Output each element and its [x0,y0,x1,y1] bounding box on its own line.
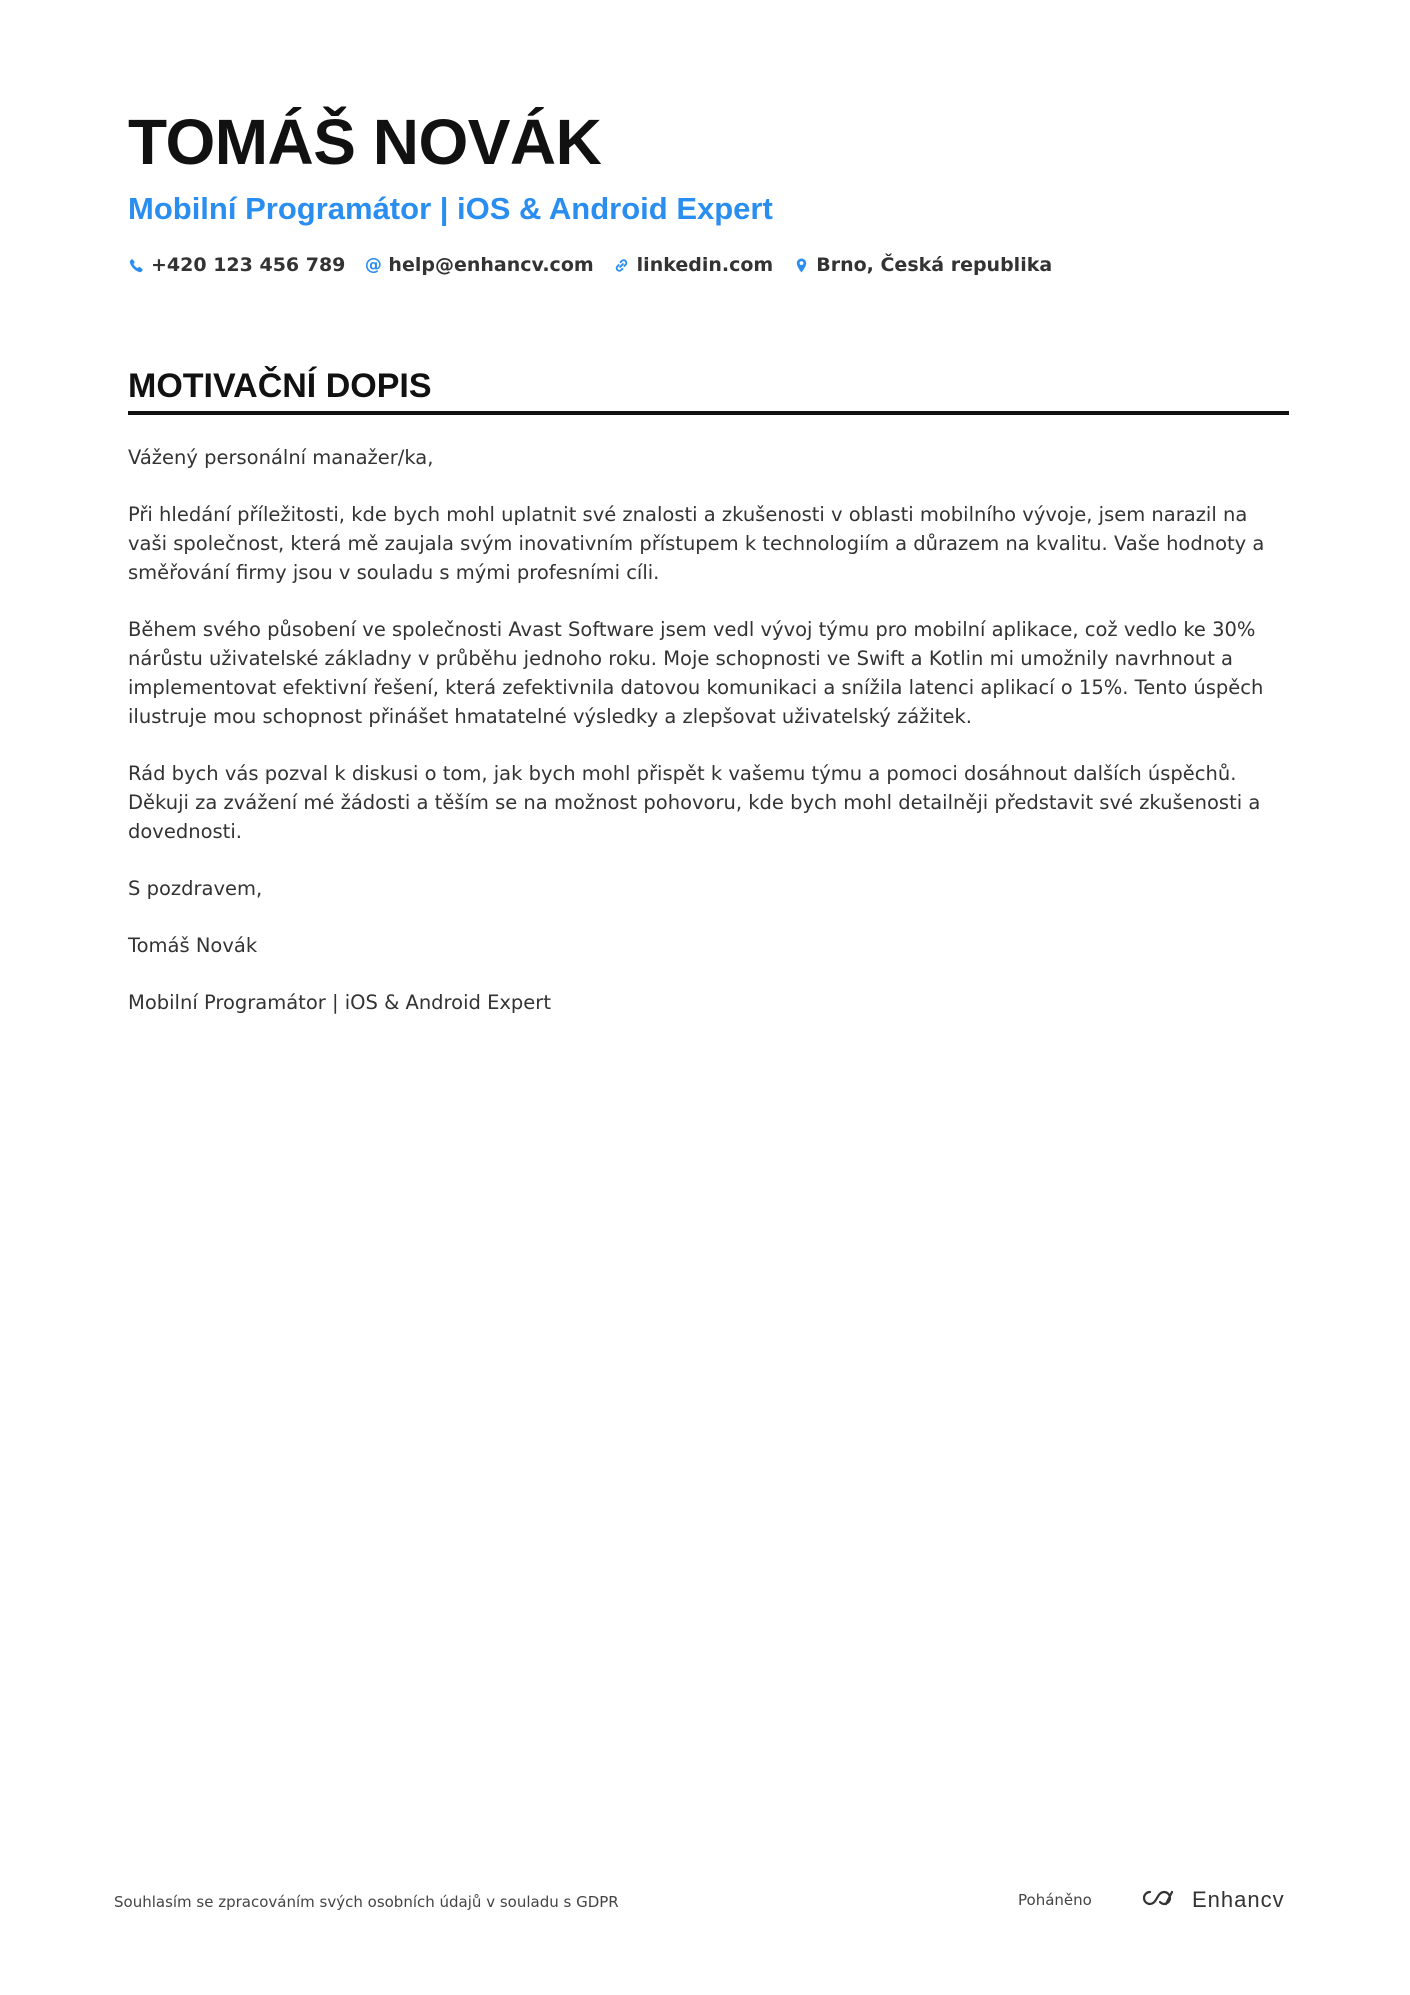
enhancv-logo[interactable] [1136,1886,1285,1914]
applicant-role: Mobilní Programátor | iOS & Android Expert [128,191,773,226]
letter-paragraph: Při hledání příležitosti, kde bych mohl uplatnit své znalosti a zkušenosti v oblasti mobilního vývoje, jsem narazil na vaši společnost, která mě zaujala svým inovativním přístupem k technologiím a důrazem na kvalitu. Vaše hodnoty a směřování firmy jsou v souladu s mými profesními cíli. [128,503,1265,585]
contact-location-text: Brno, Česká republika [816,254,1053,277]
cover-letter-page [128,106,1289,1045]
letter-body [128,443,1289,1017]
signature-name: Tomáš Novák [128,934,258,958]
location-pin-icon [793,258,809,273]
signature-role: Mobilní Programátor | iOS & Android Expert [128,991,551,1015]
contact-email-text: help@enhancv.com [388,254,594,277]
contact-linkedin[interactable] [614,254,774,276]
at-icon: @ [364,254,382,275]
powered-by-label: Poháněno [1018,1891,1092,1909]
contact-phone[interactable] [128,254,345,276]
letter-paragraph: Rád bych vás pozval k diskusi o tom, jak bych mohl přispět k vašemu týmu a pomoci dosáhnout dalších úspěchů. Děkuji za zvážení mé žádosti a těším se na možnost pohovoru, kde bych mohl detailněji představit své zkušenosti a dovednosti. [128,762,1261,844]
phone-icon [128,258,144,273]
contact-bar [128,254,1289,276]
enhancv-brand-text: Enhancv [1192,1887,1285,1912]
section-title: MOTIVAČNÍ DOPIS [128,368,1289,415]
link-icon [614,258,630,273]
gdpr-consent: Souhlasím se zpracováním svých osobních údajů v souladu s GDPR [114,1893,619,1911]
contact-location [793,254,1052,276]
contact-email[interactable] [365,254,593,276]
letter-paragraph: Během svého působení ve společnosti Avast Software jsem vedl vývoj týmu pro mobilní aplikace, což vedlo ke 30% nárůstu uživatelské základny v průběhu jednoho roku. Moje schopnosti ve Swift a Kotlin mi umožnily navrhnout a implementovat efektivní řešení, která zefektivnila datovou komunikaci a snížila latenci aplikací o 15%. Tento úspěch ilustruje mou schopnost přinášet hmatatelné výsledky a zlepšovat uživatelský zážitek. [128,618,1264,729]
applicant-name: TOMÁŠ NOVÁK [128,106,602,178]
enhancv-logo-icon [1136,1886,1182,1914]
salutation: Vážený personální manažer/ka, [128,446,434,470]
contact-linkedin-text: linkedin.com [636,254,774,277]
closing: S pozdravem, [128,877,263,901]
contact-phone-text: +420 123 456 789 [151,254,346,277]
